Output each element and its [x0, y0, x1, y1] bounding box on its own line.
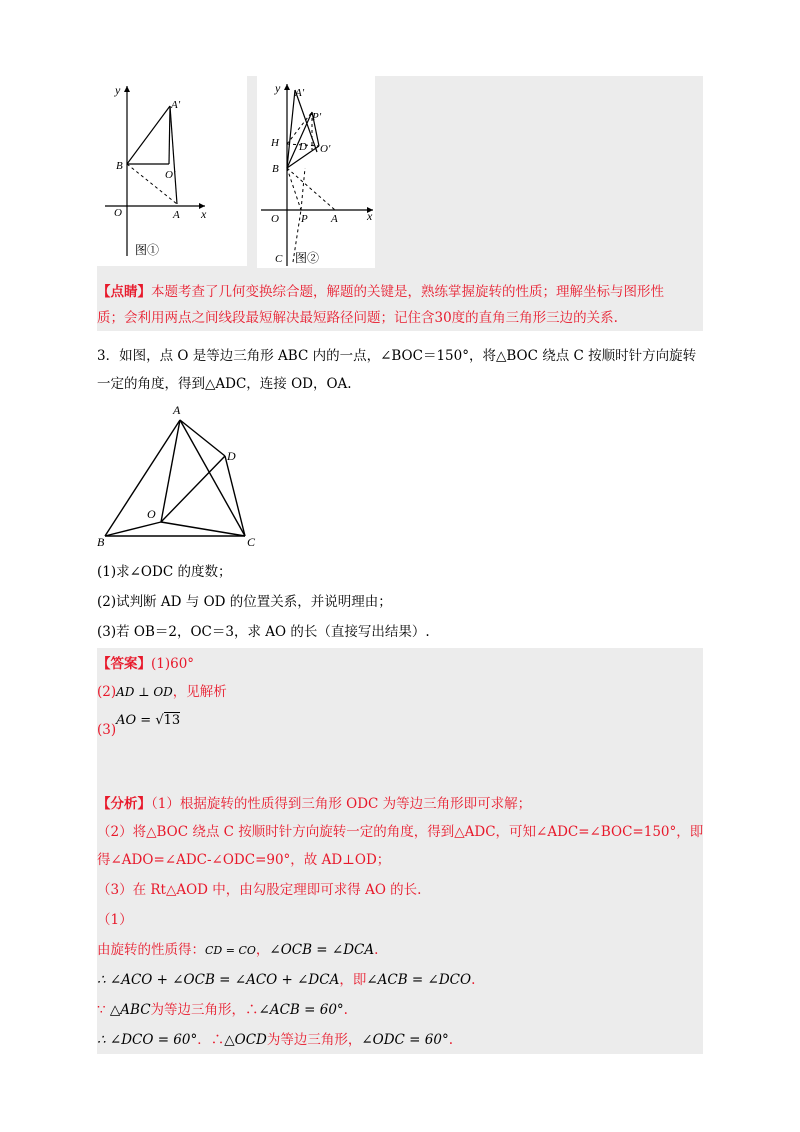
analysis-line-1 — [97, 794, 703, 814]
answer-3-math — [116, 713, 180, 728]
fig3-a-label: A — [173, 403, 181, 417]
comment-lead: 【点睛】 — [97, 284, 151, 300]
fig2-x-label: x — [367, 209, 373, 223]
fig2-d-label: D — [299, 141, 307, 153]
analysis-9b: ．∴ — [197, 1032, 225, 1048]
analysis-line-3 — [97, 850, 703, 870]
analysis-line-4 — [97, 880, 703, 900]
fig3-o-label: O — [147, 507, 156, 521]
analysis-8c: 为等边三角形，∴ — [150, 1002, 259, 1018]
fig2-p-label: P — [301, 213, 308, 225]
fig2-h-label: H — [271, 137, 279, 149]
analysis-line-6 — [97, 940, 703, 961]
comment-text-1: 本题考查了几何变换综合题，解题的关键是，熟练掌握旋转的性质；理解坐标与图形性 — [151, 284, 664, 300]
fig1-caption: 图① — [135, 243, 160, 257]
fig1-b-label: B — [116, 160, 123, 172]
analysis-text-4: （3）在 Rt△AOD 中，由勾股定理即可求得 AO 的长. — [97, 882, 422, 898]
analysis-7a: ∴ ∠ACO + ∠OCB = ∠ACO + ∠DCA — [97, 972, 340, 988]
fig1-o-prime-label: O′ — [165, 169, 176, 181]
analysis-8a: ∵ — [97, 1002, 110, 1018]
question-3-text: (3)若 OB＝2，OC＝3，求 AO 的长（直接写出结果）. — [97, 624, 430, 640]
analysis-line-2 — [97, 822, 703, 842]
fig2-a-prime-label: A′ — [295, 87, 305, 99]
fig1-o-label: O — [114, 207, 122, 219]
fig2-y-label: y — [275, 81, 281, 95]
fig2-o-prime-label: O′ — [320, 143, 331, 155]
question-2-text: (2)试判断 AD 与 OD 的位置关系，并说明理由； — [97, 594, 392, 610]
fig1-a-label: A — [173, 209, 180, 221]
problem-text-2: 一定的角度，得到△ADC，连接 OD，OA. — [97, 376, 352, 392]
comment-line-2 — [97, 308, 703, 328]
analysis-6b: CD = CO — [205, 944, 256, 957]
fig2-b-label: B — [272, 163, 279, 175]
answer-lead: 【答案】 — [97, 656, 151, 672]
answer-2-prefix: (2) — [97, 684, 117, 700]
answer-line-1 — [97, 654, 703, 674]
analysis-9c: △OCD — [224, 1032, 267, 1048]
analysis-6a: 由旋转的性质得： — [97, 942, 205, 958]
analysis-6d: ∠OCB = ∠DCA — [269, 942, 375, 958]
answer-1: (1)60° — [151, 656, 195, 672]
analysis-8b: △ABC — [109, 1002, 151, 1018]
analysis-7c: ∠ACB = ∠DCO — [366, 972, 472, 988]
answer-2-suffix: ，见解析 — [172, 684, 227, 700]
fig2-a-label: A — [331, 213, 338, 225]
analysis-9d: 为等边三角形， — [266, 1032, 362, 1048]
fig2-caption: 图② — [295, 251, 320, 265]
fig1-x-label: x — [201, 207, 207, 221]
analysis-text-5: （1） — [97, 912, 133, 928]
analysis-line-7 — [97, 970, 703, 990]
fig1-a-prime-label: A′ — [171, 99, 181, 111]
answer-3-math-left: AO = — [116, 713, 152, 728]
problem-text-1: 3．如图，点 O 是等边三角形 ABC 内的一点，∠BOC＝150°，将△BOC 绕点 C 按顺时针方向旋转 — [97, 348, 697, 364]
analysis-9e: ∠ODC = 60° — [361, 1032, 449, 1048]
analysis-6e: . — [374, 942, 379, 958]
question-1-text: (1)求∠ODC 的度数； — [97, 564, 232, 580]
analysis-7d: . — [471, 972, 476, 988]
analysis-9f: . — [448, 1032, 454, 1048]
fig1-y-label: y — [115, 83, 121, 97]
answer-line-2 — [97, 682, 703, 702]
figure-1 — [97, 76, 247, 266]
analysis-7b: ，即 — [339, 972, 367, 988]
analysis-line-9 — [97, 1030, 703, 1050]
analysis-8e: . — [343, 1002, 348, 1018]
question-1 — [97, 562, 703, 582]
comment-line-1 — [97, 282, 703, 302]
fig2-c-label: C — [275, 253, 283, 265]
problem-line-1 — [97, 346, 703, 366]
fig3-c-label: C — [247, 535, 256, 549]
analysis-line-5 — [97, 910, 703, 930]
answer-line-3 — [97, 712, 703, 738]
question-2 — [97, 592, 703, 612]
analysis-6c: ， — [255, 942, 270, 958]
question-3 — [97, 622, 703, 642]
fig2-p-prime-label: P′ — [312, 111, 322, 123]
fig3-d-label: D — [227, 449, 236, 463]
analysis-lead: 【分析】 — [97, 796, 151, 812]
answer-2-math: AD ⊥ OD — [116, 685, 173, 699]
analysis-line-8 — [97, 1000, 703, 1020]
analysis-9a: ∴ ∠DCO = 60° — [97, 1032, 198, 1048]
problem-figure — [95, 400, 265, 550]
comment-text-2: 质；会利用两点之间线段最短解决最短路径问题；记住含30度的直角三角形三边的关系. — [97, 310, 618, 326]
analysis-text-3: 得∠ADO=∠ADC-∠ODC=90°，故 AD⊥OD； — [97, 852, 391, 868]
answer-3-prefix: (3) — [97, 722, 117, 738]
analysis-8d: ∠ACB = 60° — [258, 1002, 344, 1018]
sqrt-sign: √ — [155, 713, 164, 728]
figure-2 — [257, 76, 375, 268]
answer-3-sqrt: 13 — [163, 713, 181, 728]
analysis-text-1: （1）根据旋转的性质得到三角形 ODC 为等边三角形即可求解； — [151, 796, 532, 812]
fig2-o-label: O — [271, 213, 279, 225]
fig3-b-label: B — [97, 535, 105, 549]
analysis-text-2: （2）将△BOC 绕点 C 按顺时针方向旋转一定的角度，得到△ADC，可知∠ADC=∠BOC=150°，即 — [97, 824, 704, 840]
problem-line-2 — [97, 374, 703, 394]
